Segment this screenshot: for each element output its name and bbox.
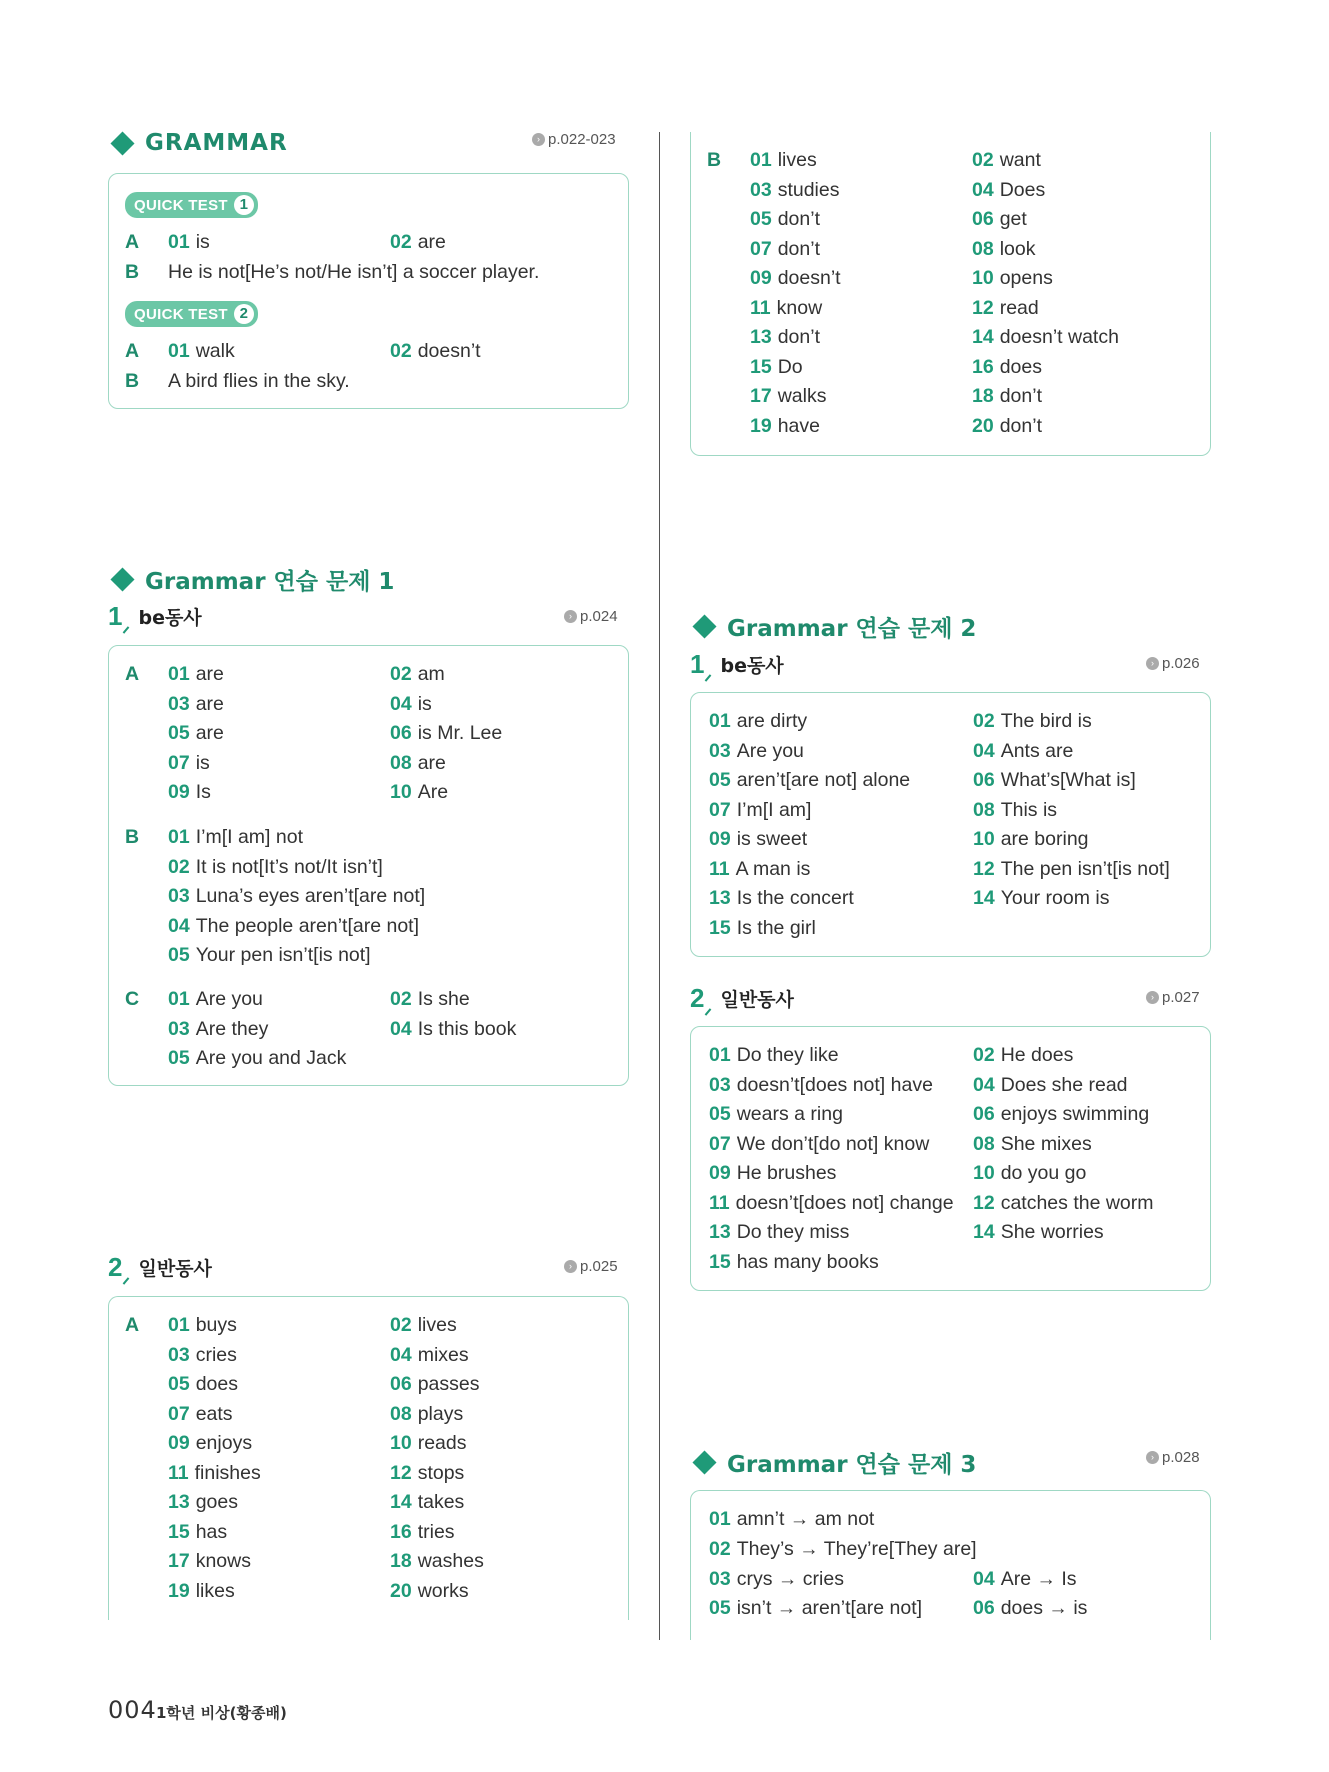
answer-item: 03 studies bbox=[750, 178, 840, 201]
arrow-circle-icon: › bbox=[1146, 1451, 1159, 1464]
subsection-title: 일반동사 bbox=[138, 1258, 212, 1280]
page-ref-grammar bbox=[532, 131, 616, 148]
subsection-title: 일반동사 bbox=[720, 989, 794, 1011]
answer-item: 01 are bbox=[168, 663, 224, 685]
quick-test-label: QUICK TEST bbox=[134, 305, 228, 323]
answer-item: 18 don’t bbox=[972, 385, 1042, 407]
quick-test-badge-1 bbox=[125, 192, 258, 218]
practice1-section-header bbox=[108, 563, 394, 596]
answer-sentence: He is not[He’s not/He isn’t] a soccer player. bbox=[168, 261, 540, 283]
answer-item: 16 does bbox=[972, 355, 1042, 378]
answer-item: 04 Does bbox=[972, 178, 1046, 201]
answer-item: 11 know bbox=[750, 296, 823, 319]
page-ref-text: p.025 bbox=[580, 1258, 618, 1275]
subsection-number: 2 bbox=[108, 1252, 123, 1282]
grammar-title: GRAMMAR bbox=[145, 130, 288, 156]
answer-item: 02 are bbox=[390, 231, 446, 253]
answer-item: 04 is bbox=[390, 692, 432, 715]
answer-item: 04 Are → Is bbox=[973, 1568, 1077, 1590]
answer-item: 10 reads bbox=[390, 1432, 467, 1454]
page-ref-text: p.024 bbox=[580, 608, 618, 625]
grammar-section-header bbox=[108, 130, 288, 156]
answer-item: 05 Your pen isn’t[is not] bbox=[168, 944, 371, 966]
practice2-general-verb-box bbox=[690, 1026, 1211, 1291]
subsection-title: be동사 bbox=[720, 655, 784, 677]
grammar-quick-test-box bbox=[108, 173, 629, 409]
answer-item: 13 Do they miss bbox=[709, 1221, 850, 1243]
answer-item: 01 are dirty bbox=[709, 710, 808, 732]
answer-item: 04 Ants are bbox=[973, 739, 1074, 762]
label-a: A bbox=[125, 663, 140, 685]
answer-item: 14 Your room is bbox=[973, 887, 1110, 909]
subsection-header bbox=[690, 985, 794, 1011]
practice1-general-verb-box-b bbox=[690, 132, 1211, 456]
answer-item: 11 A man is bbox=[709, 857, 811, 880]
answer-item: 20 don’t bbox=[972, 414, 1042, 437]
answer-item: 05 does bbox=[168, 1373, 238, 1395]
practice3-section-header bbox=[690, 1446, 976, 1479]
page-ref-text: p.027 bbox=[1162, 989, 1200, 1006]
answer-item: 07 don’t bbox=[750, 237, 820, 260]
arrow-circle-icon: › bbox=[1146, 657, 1159, 670]
answer-item: 07 is bbox=[168, 751, 210, 774]
answer-item: 16 tries bbox=[390, 1520, 455, 1543]
page-ref-028 bbox=[1146, 1449, 1200, 1466]
answer-item: 15 has many books bbox=[709, 1250, 879, 1273]
subsection-header bbox=[108, 603, 202, 629]
answer-item: 06 get bbox=[972, 208, 1027, 230]
practice1-title: Grammar 연습 문제 1 bbox=[145, 569, 395, 595]
answer-item: 07 I’m[I am] bbox=[709, 798, 812, 821]
answer-item: 10 do you go bbox=[973, 1162, 1087, 1184]
answer-item: 08 This is bbox=[973, 798, 1058, 821]
answer-item: 03 Luna’s eyes aren’t[are not] bbox=[168, 885, 426, 907]
practice2-be-verb-box bbox=[690, 692, 1211, 957]
answer-item: 12 The pen isn’t[is not] bbox=[973, 857, 1170, 880]
answer-sentence: A bird flies in the sky. bbox=[168, 370, 350, 392]
answer-item: 19 have bbox=[750, 414, 820, 437]
answer-item: 14 doesn’t watch bbox=[972, 326, 1119, 348]
answer-item: 15 has bbox=[168, 1520, 228, 1543]
subsection-number: 2 bbox=[690, 983, 705, 1013]
column-divider bbox=[659, 132, 660, 1640]
answer-item: 04 Is this book bbox=[390, 1017, 517, 1040]
diamond-icon bbox=[692, 614, 716, 638]
answer-item: 02 He does bbox=[973, 1044, 1074, 1066]
answer-item: 13 Is the concert bbox=[709, 887, 854, 909]
answer-item: 14 takes bbox=[390, 1491, 465, 1513]
answer-item: 03 crys → cries bbox=[709, 1568, 844, 1590]
answer-item: 03 doesn’t[does not] have bbox=[709, 1073, 933, 1096]
answer-item: 03 cries bbox=[168, 1343, 237, 1366]
answer-item: 01 Do they like bbox=[709, 1044, 839, 1066]
answer-item: 01 I’m[I am] not bbox=[168, 826, 303, 848]
answer-item: 06 enjoys swimming bbox=[973, 1103, 1150, 1125]
page-ref-text: p.022-023 bbox=[548, 131, 616, 148]
answer-item: 17 knows bbox=[168, 1550, 251, 1572]
practice2-title: Grammar 연습 문제 2 bbox=[727, 616, 977, 642]
answer-item: 14 She worries bbox=[973, 1221, 1104, 1243]
answer-item: 12 stops bbox=[390, 1461, 465, 1484]
answer-item: 03 Are they bbox=[168, 1017, 269, 1040]
answer-item: 09 He brushes bbox=[709, 1162, 837, 1184]
quick-test-label: QUICK TEST bbox=[134, 196, 228, 214]
answer-item: 02 am bbox=[390, 663, 445, 685]
quick-test-number: 1 bbox=[234, 195, 254, 215]
answer-item: 08 She mixes bbox=[973, 1132, 1092, 1155]
answer-item: 04 Does she read bbox=[973, 1073, 1128, 1096]
answer-item: 01 lives bbox=[750, 149, 817, 171]
answer-item: 18 washes bbox=[390, 1550, 484, 1572]
label-a: A bbox=[125, 1314, 140, 1336]
subsection-number: 1 bbox=[108, 601, 123, 631]
answer-item: 01 is bbox=[168, 231, 210, 253]
label-a: A bbox=[125, 340, 140, 362]
footer-text: 1학년 비상(황종배) bbox=[156, 1704, 287, 1722]
answer-item: 04 mixes bbox=[390, 1343, 469, 1366]
subsection-title: be동사 bbox=[138, 607, 202, 629]
answer-item: 01 Are you bbox=[168, 988, 263, 1010]
quick-test-number: 2 bbox=[234, 304, 254, 324]
answer-item: 02 doesn’t bbox=[390, 340, 481, 362]
subsection-header bbox=[690, 651, 784, 677]
diamond-icon bbox=[110, 131, 134, 155]
answer-item: 15 Do bbox=[750, 355, 803, 378]
label-b: B bbox=[125, 826, 140, 848]
practice3-box bbox=[690, 1490, 1211, 1640]
answer-item: 06 passes bbox=[390, 1373, 480, 1395]
answer-item: 07 eats bbox=[168, 1402, 233, 1425]
answer-item: 08 plays bbox=[390, 1402, 464, 1425]
answer-item: 15 Is the girl bbox=[709, 916, 816, 939]
answer-item: 09 doesn’t bbox=[750, 267, 841, 289]
answer-item: 20 works bbox=[390, 1579, 469, 1602]
page-ref-024 bbox=[564, 608, 618, 625]
page-ref-text: p.026 bbox=[1162, 655, 1200, 672]
answer-item: 09 enjoys bbox=[168, 1432, 253, 1454]
arrow-circle-icon: › bbox=[564, 1260, 577, 1273]
answer-item: 02 Is she bbox=[390, 988, 470, 1010]
diamond-icon bbox=[692, 1450, 716, 1474]
answer-item: 05 are bbox=[168, 722, 224, 744]
answer-item: 04 The people aren’t[are not] bbox=[168, 914, 420, 937]
subsection-number: 1 bbox=[690, 649, 705, 679]
answer-item: 05 don’t bbox=[750, 208, 820, 230]
practice2-section-header bbox=[690, 610, 976, 643]
answer-item: 12 read bbox=[972, 296, 1039, 319]
arrow-circle-icon: › bbox=[532, 133, 545, 146]
answer-item: 17 walks bbox=[750, 385, 827, 407]
answer-item: 02 They’s → They’re[They are] bbox=[709, 1538, 977, 1560]
label-c: C bbox=[125, 988, 140, 1010]
answer-item: 03 are bbox=[168, 692, 224, 715]
answer-item: 05 isn’t → aren’t[are not] bbox=[709, 1597, 923, 1619]
answer-item: 06 is Mr. Lee bbox=[390, 722, 503, 744]
answer-item: 10 Are bbox=[390, 781, 449, 803]
answer-item: 02 want bbox=[972, 149, 1041, 171]
practice1-general-verb-box-a bbox=[108, 1296, 629, 1620]
practice3-title: Grammar 연습 문제 3 bbox=[727, 1452, 977, 1478]
label-b: B bbox=[125, 370, 140, 392]
label-a: A bbox=[125, 231, 140, 253]
label-b: B bbox=[707, 149, 722, 171]
answer-item: 06 does → is bbox=[973, 1597, 1088, 1619]
page-ref-027 bbox=[1146, 989, 1200, 1006]
diamond-icon bbox=[110, 567, 134, 591]
answer-item: 01 walk bbox=[168, 340, 235, 362]
answer-item: 10 opens bbox=[972, 267, 1053, 289]
page-ref-text: p.028 bbox=[1162, 1449, 1200, 1466]
answer-item: 02 It is not[It’s not/It isn’t] bbox=[168, 855, 383, 878]
answer-item: 01 buys bbox=[168, 1314, 237, 1336]
practice1-be-verb-box bbox=[108, 645, 629, 1086]
label-b: B bbox=[125, 261, 140, 283]
answer-item: 11 finishes bbox=[168, 1461, 261, 1484]
answer-item: 06 What’s[What is] bbox=[973, 769, 1136, 791]
answer-item: 11 doesn’t[does not] change bbox=[709, 1191, 954, 1214]
answer-item: 13 goes bbox=[168, 1491, 238, 1513]
answer-item: 10 are boring bbox=[973, 828, 1089, 850]
answer-item: 07 We don’t[do not] know bbox=[709, 1132, 930, 1155]
page-number: 004 bbox=[108, 1696, 157, 1724]
answer-item: 08 are bbox=[390, 751, 446, 774]
quick-test-badge-2 bbox=[125, 301, 258, 327]
answer-item: 01 amn’t → am not bbox=[709, 1508, 875, 1530]
arrow-circle-icon: › bbox=[1146, 991, 1159, 1004]
subsection-header bbox=[108, 1254, 212, 1280]
answer-item: 03 Are you bbox=[709, 739, 804, 762]
answer-item: 05 wears a ring bbox=[709, 1103, 843, 1125]
answer-item: 02 lives bbox=[390, 1314, 457, 1336]
answer-item: 19 likes bbox=[168, 1579, 235, 1602]
answer-item: 09 is sweet bbox=[709, 828, 808, 850]
answer-item: 05 Are you and Jack bbox=[168, 1047, 347, 1069]
page-ref-025 bbox=[564, 1258, 618, 1275]
answer-item: 05 aren’t[are not] alone bbox=[709, 769, 911, 791]
answer-item: 02 The bird is bbox=[973, 710, 1092, 732]
arrow-circle-icon: › bbox=[564, 610, 577, 623]
answer-item: 13 don’t bbox=[750, 326, 820, 348]
page-ref-026 bbox=[1146, 655, 1200, 672]
answer-item: 08 look bbox=[972, 237, 1036, 260]
answer-item: 12 catches the worm bbox=[973, 1191, 1154, 1214]
answer-item: 09 Is bbox=[168, 781, 211, 803]
